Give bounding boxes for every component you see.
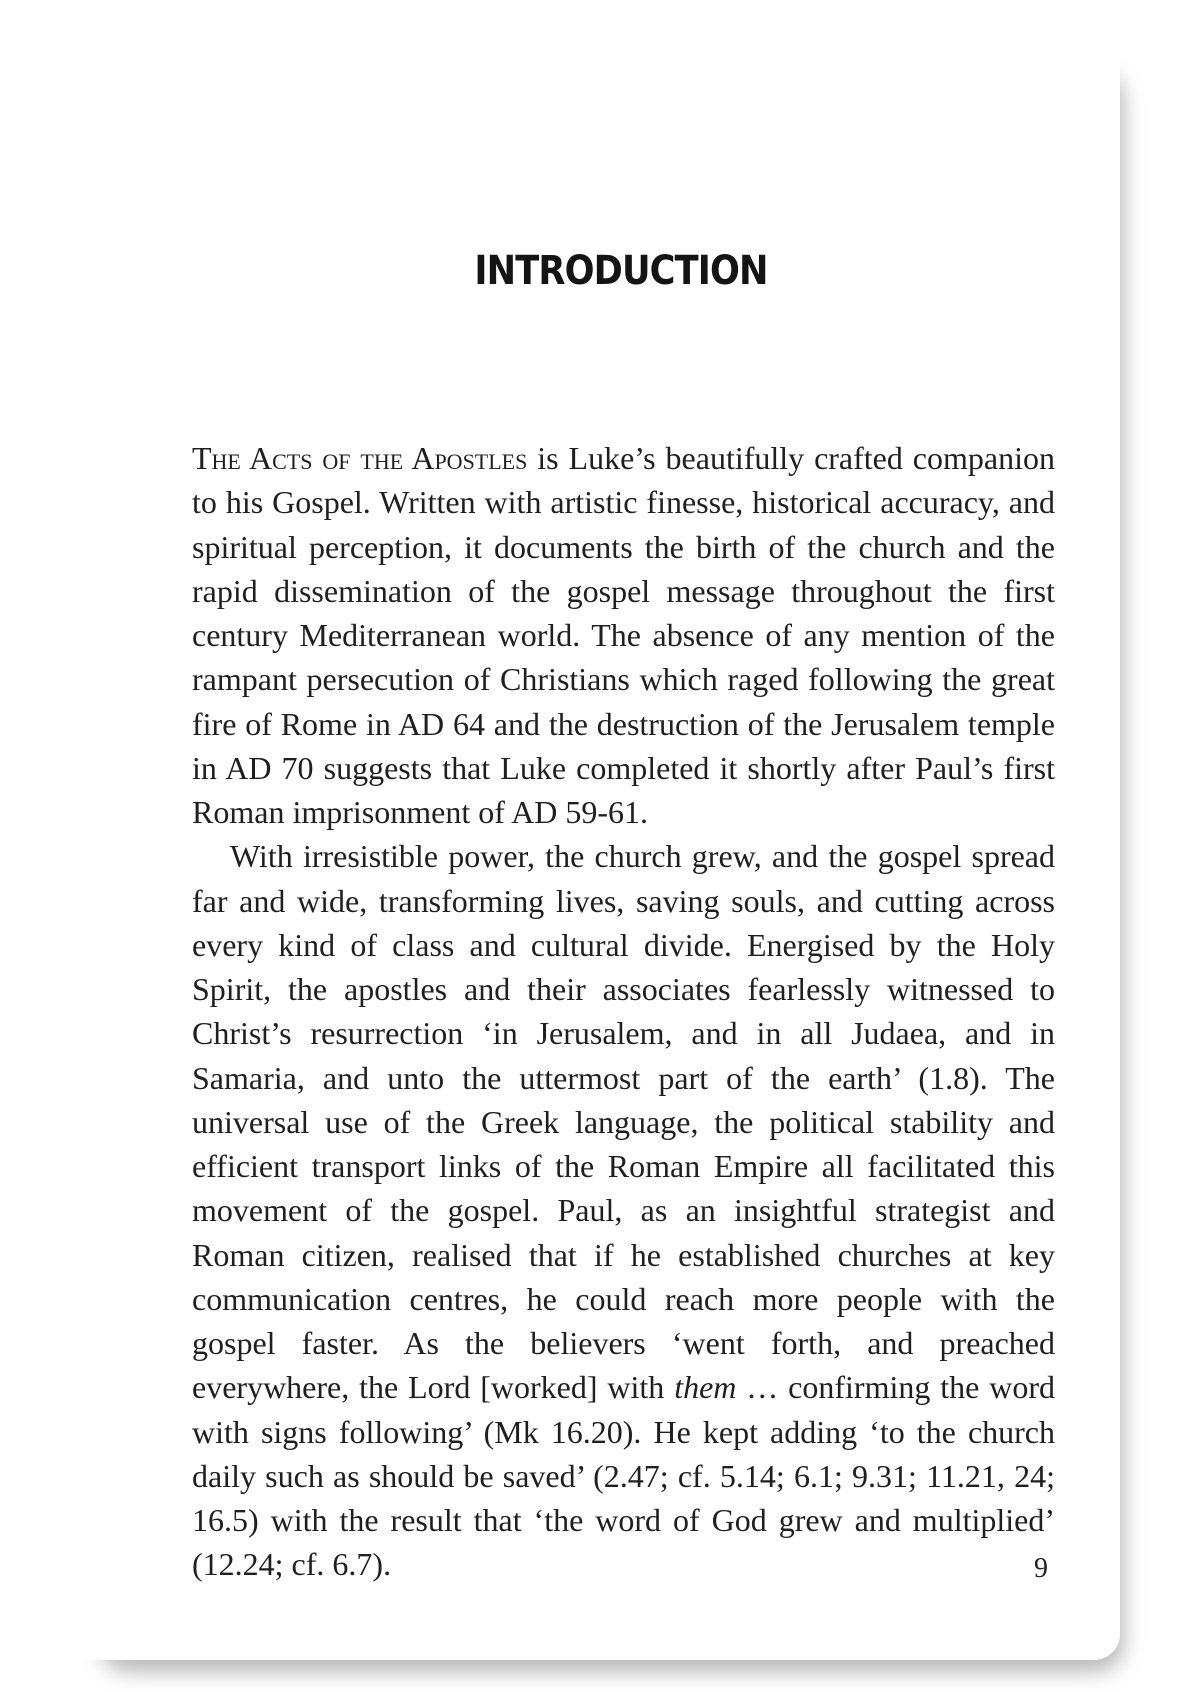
paragraph-2 <box>192 834 1055 1586</box>
emphasis-them: them <box>674 1369 737 1406</box>
page-number: 9 <box>1034 1553 1048 1584</box>
book-title-small-caps: The Acts of the Apostles <box>192 440 528 476</box>
paragraph-2-text-b: … confirming the word with signs following’ (Mk 16.20). He kept adding ‘to the church daily such as should be saved’ (2.47; cf. 5.14; 6.1; 9.31; 11.21, 24; 16.5) with the result that ‘the word of God grew and multiplied’ (12.24; cf. 6.7). <box>192 1369 1056 1583</box>
paragraph-1-text: is Luke’s beautifully crafted companion to his Gospel. Written with artistic finesse, historical accuracy, and spiritual perception, it documents the birth of the church and the rapid dissemination of the gospel message throughout the first century Mediterranean world. The absence of any mention of the rampant persecution of Christians which raged following the great fire of Rome in AD 64 and the destruction of the Jerusalem temple in AD 70 suggests that Luke completed it shortly after Paul’s first Roman imprisonment of AD 59-61. <box>192 440 1055 830</box>
paragraph-1 <box>192 436 1055 834</box>
paragraph-2-text-a: With irresistible power, the church grew, and the gospel spread far and wide, transforming lives, saving souls, and cutting across every kind of class and cultural divide. Energised by the Holy Spirit, the apostles and their associates fearlessly witnessed to Christ’s resurrection ‘in Jerusalem, and in all Judaea, and in Samaria, and unto the uttermost part of the earth’ (1.8). The universal use of the Greek language, the political stability and efficient transport links of the Roman Empire all facilitated this movement of the gospel. Paul, as an insightful strategist and Roman citizen, realised that if he established churches at key communication centres, he could reach more people with the gospel faster. As the believers ‘went forth, and preached everywhere, the Lord [worked] with <box>192 838 1055 1406</box>
body-text <box>192 436 1055 1587</box>
chapter-heading: INTRODUCTION <box>474 248 768 294</box>
